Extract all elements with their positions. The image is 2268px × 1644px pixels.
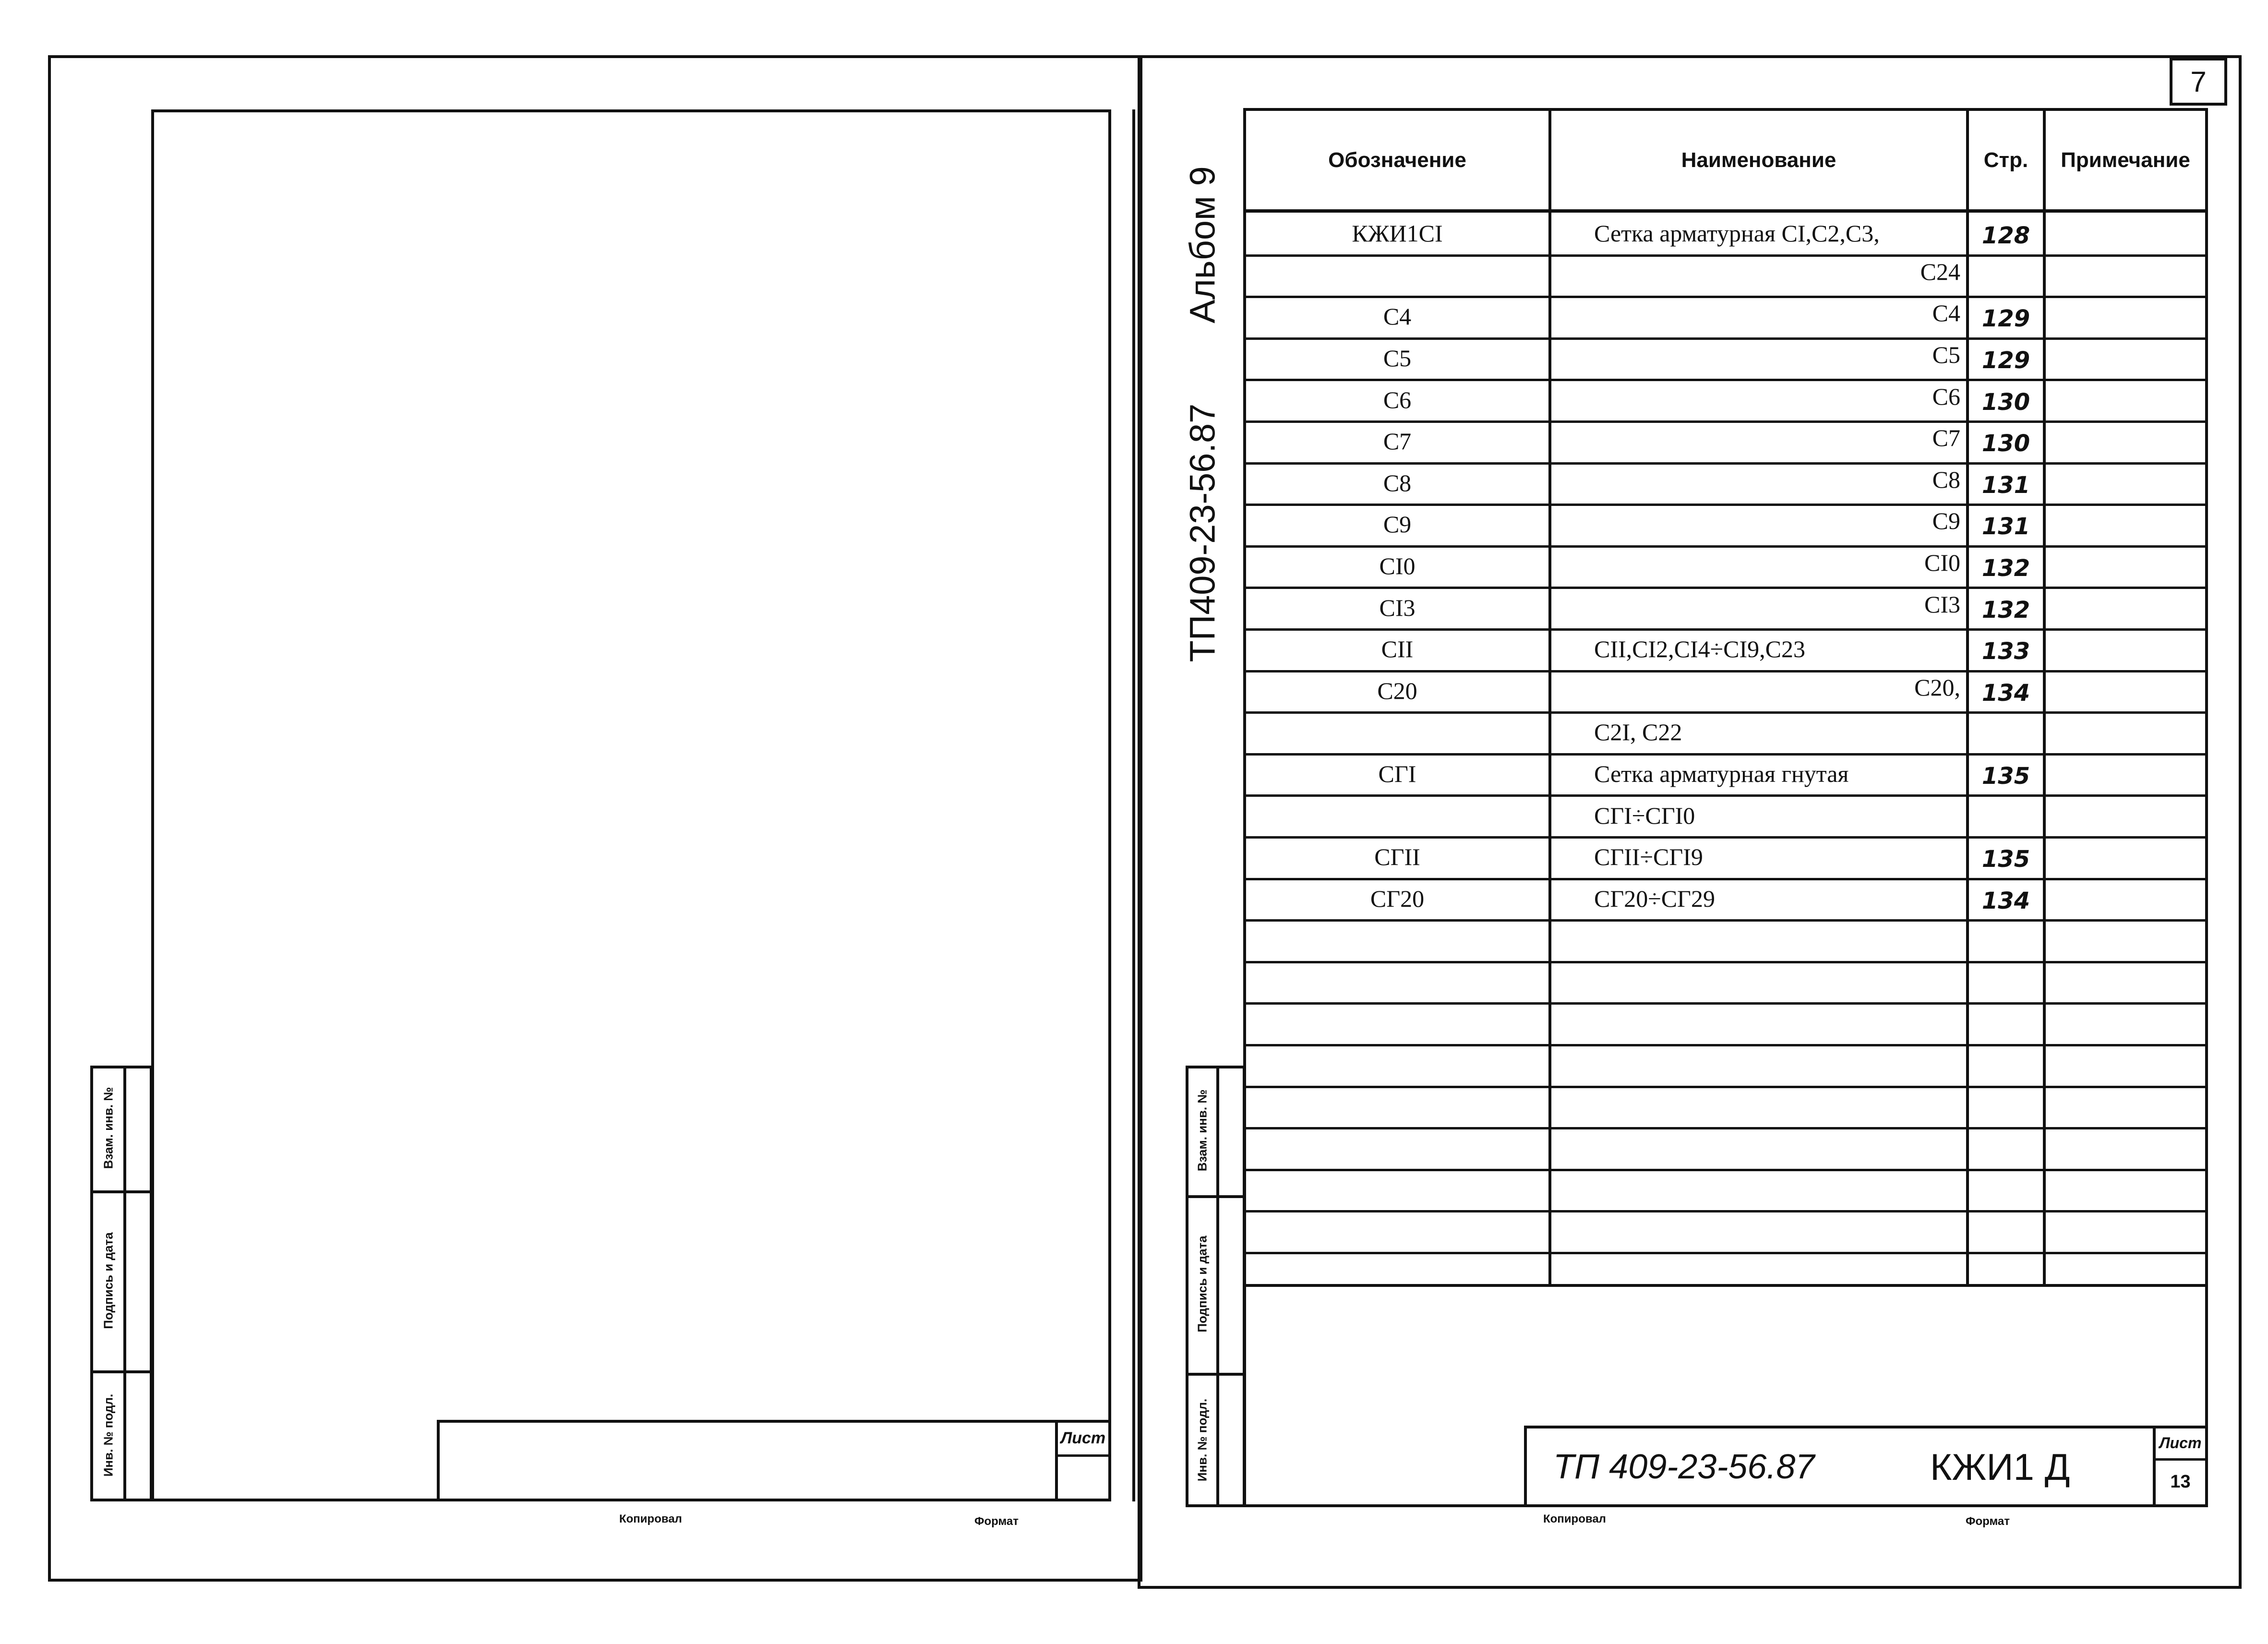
stamp-code: ТП 409-23-56.87 xyxy=(1553,1448,1815,1486)
row-name-right xyxy=(1551,709,1960,748)
right-stamp xyxy=(1524,1426,2208,1507)
right-format-label: Формат xyxy=(1966,1515,2010,1528)
row-name-right: С8 xyxy=(1932,466,1960,493)
row-name-right xyxy=(1551,626,1960,665)
row-name-right xyxy=(1551,792,1960,831)
left-stamp-sheet-sep xyxy=(1055,1454,1111,1457)
right-side-label-3: Инв. № подл. xyxy=(1195,1398,1210,1482)
row-name: Сетка арматурная СI,С2,С3, xyxy=(1594,220,1880,247)
row-designation: С7 xyxy=(1383,428,1412,455)
row-name-right: С20, xyxy=(1914,673,1960,701)
row-name-right: С24 xyxy=(1920,258,1960,285)
row-line xyxy=(1243,961,2208,963)
row-page xyxy=(1969,715,2043,754)
row-name-right xyxy=(1551,211,1960,250)
col-line-3 xyxy=(2043,108,2046,1286)
header-note: Примечание xyxy=(2061,148,2190,172)
row-page: 130 xyxy=(1981,388,2030,416)
row-name-right: С7 xyxy=(1932,424,1960,452)
row-designation: С9 xyxy=(1383,511,1412,538)
right-side-sep-1 xyxy=(1186,1195,1246,1198)
right-stamp-sheet-label: Лист xyxy=(2159,1434,2202,1452)
row-name-right: СI3 xyxy=(1924,590,1960,618)
row-line xyxy=(1243,1002,2208,1005)
row-page: 135 xyxy=(1981,846,2030,873)
row-page: 131 xyxy=(1981,471,2030,499)
row-name-right xyxy=(1551,834,1960,873)
row-name: С2I, С22 xyxy=(1594,719,1682,746)
row-designation: СГI xyxy=(1378,760,1416,788)
row-designation: СI3 xyxy=(1379,594,1416,621)
left-side-label-1: Взам. инв. № xyxy=(101,1087,116,1169)
album-name: Альбом 9 xyxy=(1182,166,1223,324)
row-page: 132 xyxy=(1981,555,2030,582)
row-name: СГ20÷СГ29 xyxy=(1594,885,1715,912)
row-line xyxy=(1243,1210,2208,1212)
right-side-label-1: Взам. инв. № xyxy=(1195,1089,1210,1172)
row-name-right xyxy=(1551,751,1960,790)
left-copied-label: Копировал xyxy=(619,1512,682,1525)
right-stamp-sheet-box xyxy=(2153,1426,2208,1507)
row-line xyxy=(1243,1252,2208,1254)
row-page: 128 xyxy=(1981,222,2030,250)
left-stamp-sheet-label: Лист xyxy=(1060,1428,1106,1447)
row-designation: КЖИ1СI xyxy=(1352,220,1443,247)
right-side-label-2: Подпись и дата xyxy=(1195,1236,1210,1332)
row-designation: С5 xyxy=(1383,345,1412,372)
header-name: Наименование xyxy=(1681,148,1836,172)
row-designation: С6 xyxy=(1383,386,1412,413)
row-designation: С4 xyxy=(1383,303,1412,330)
row-designation xyxy=(1246,796,1548,835)
album-code: ТП409-23-56.87 xyxy=(1182,403,1223,662)
left-side-sep-2 xyxy=(90,1370,153,1373)
row-page: 129 xyxy=(1981,347,2030,374)
row-name-right: СI0 xyxy=(1924,549,1960,576)
row-designation xyxy=(1246,713,1548,752)
table-bottom-line xyxy=(1243,1284,2208,1287)
right-stamp-sheet-sep xyxy=(2156,1458,2205,1461)
row-line xyxy=(1243,1169,2208,1171)
row-name: СII,СI2,СI4÷СI9,С23 xyxy=(1594,636,1805,663)
left-format-label: Формат xyxy=(974,1515,1019,1528)
row-name: СГII÷СГI9 xyxy=(1594,843,1703,871)
row-designation: СII xyxy=(1381,636,1414,663)
stamp-doc: КЖИ1 Д xyxy=(1930,1445,2070,1488)
right-copied-label: Копировал xyxy=(1543,1512,1606,1525)
right-page-number: 7 xyxy=(2190,65,2207,98)
left-side-label-2: Подпись и дата xyxy=(101,1232,116,1329)
row-line xyxy=(1243,1127,2208,1129)
row-page: 129 xyxy=(1981,305,2030,333)
right-stamp-sheet-number: 13 xyxy=(2170,1471,2191,1492)
row-name-right xyxy=(1551,876,1960,915)
row-page xyxy=(1969,798,2043,837)
left-side-sep-1 xyxy=(90,1190,153,1193)
row-page: 132 xyxy=(1981,596,2030,624)
header-designation: Обозначение xyxy=(1328,148,1466,172)
left-side-label-3: Инв. № подл. xyxy=(101,1393,116,1477)
row-designation: С20 xyxy=(1377,677,1417,704)
header-page: Стр. xyxy=(1983,148,2028,172)
row-name-right: С6 xyxy=(1932,383,1960,410)
row-name: Сетка арматурная гнутая xyxy=(1594,760,1849,788)
row-line xyxy=(1243,1086,2208,1088)
row-designation: СI0 xyxy=(1379,552,1416,580)
right-side-sep-2 xyxy=(1186,1373,1246,1376)
row-page: 135 xyxy=(1981,763,2030,790)
row-name-right: С5 xyxy=(1932,341,1960,369)
left-stamp xyxy=(437,1420,1111,1501)
row-name-right: С4 xyxy=(1932,300,1960,327)
row-designation: СГII xyxy=(1374,843,1420,871)
row-page: 130 xyxy=(1981,430,2030,457)
row-page xyxy=(1969,258,2043,297)
right-page-number-box xyxy=(2170,58,2227,106)
row-designation: СГ20 xyxy=(1370,885,1425,912)
row-line xyxy=(1243,919,2208,922)
row-page: 134 xyxy=(1981,887,2030,914)
row-name-right: С9 xyxy=(1932,507,1960,535)
row-page: 133 xyxy=(1981,638,2030,665)
left-frame-right-line xyxy=(1109,109,1135,1501)
row-designation: С8 xyxy=(1383,469,1412,496)
row-name: СГI÷СГI0 xyxy=(1594,802,1695,829)
row-designation xyxy=(1246,256,1548,295)
left-sheet-frame xyxy=(151,109,1111,1501)
row-page: 131 xyxy=(1981,513,2030,540)
row-line xyxy=(1243,1044,2208,1046)
row-page: 134 xyxy=(1981,679,2030,707)
